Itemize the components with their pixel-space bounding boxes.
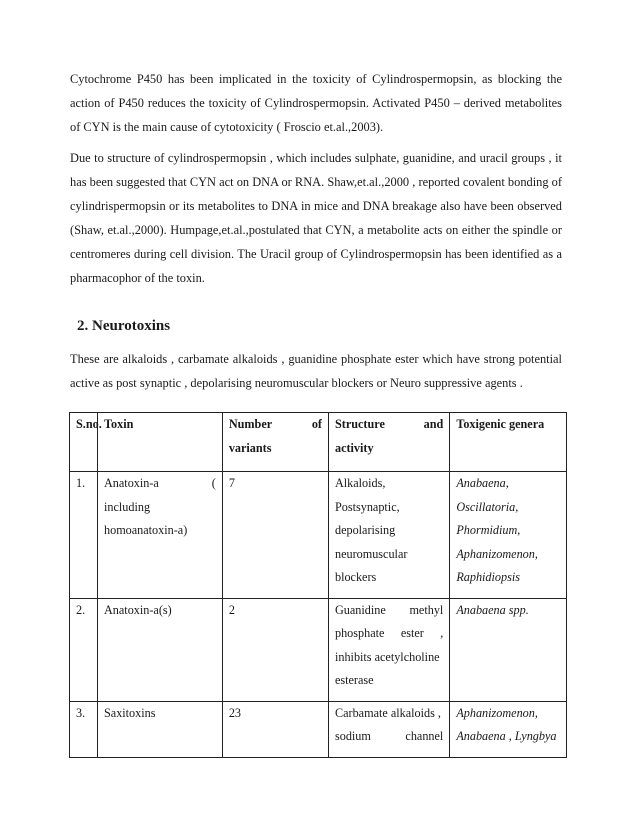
cell-genera <box>450 701 567 757</box>
genus-line: Aphanizomenon, <box>456 705 538 720</box>
genus-line: Raphidiopsis <box>456 570 520 584</box>
cell-variants: 2 <box>222 598 328 701</box>
genus-line: Anabaena , Lyngbya <box>456 729 557 743</box>
structure-line: inhibits acetylcholine <box>334 649 440 664</box>
header-sno: S.no. <box>70 413 98 472</box>
cell-toxin <box>98 598 223 701</box>
structure-line: depolarising <box>334 523 396 537</box>
cell-toxin <box>98 701 223 757</box>
header-genera: Toxigenic genera <box>450 413 567 472</box>
section-heading-neurotoxins: 2. Neurotoxins <box>77 318 171 334</box>
cell-structure <box>328 701 449 757</box>
structure-line: blockers <box>334 570 377 584</box>
structure-line: neuromuscular <box>334 546 408 561</box>
structure-line: Carbamate alkaloids , <box>334 705 441 720</box>
header-structure <box>328 413 449 472</box>
structure-word: sodium <box>334 729 371 743</box>
paragraph-structure: Due to structure of cylindrospermopsin , which includes sulphate, guanidine, and uracil groups , it has been suggested that CYN act on DNA or RNA. Shaw,et.al.,2000 , reported covalent bonding of cylindrispermopsin or its metabolites to DNA in mice and DNA breakage also have been observed (Shaw, et.al.,2000). Humpage,et.al.,postulated that CYN, a metabolite acts on either the spindle or centromeres during cell division. The Uracil group of Cylindrospermopsin has been identified as a pharmacophor of the toxin. <box>70 151 562 285</box>
cell-sno: 1. <box>70 472 98 599</box>
cell-structure <box>328 472 449 599</box>
genus-line: Oscillatoria, <box>456 499 519 514</box>
table-row <box>70 701 567 757</box>
genus-line: Phormidium, <box>456 523 521 537</box>
cell-genera <box>450 598 567 701</box>
neurotoxins-table <box>69 412 567 758</box>
cell-variants: 7 <box>222 472 328 599</box>
table-header-row <box>70 413 567 472</box>
header-variants-word3: variants <box>228 440 272 455</box>
structure-word: channel <box>405 729 444 743</box>
genus-line: Anabaena, <box>456 476 509 490</box>
structure-word: ester <box>400 626 424 640</box>
structure-word: methyl <box>409 602 444 617</box>
paragraph-neurotoxins-intro: These are alkaloids , carbamate alkaloids , guanidine phosphate ester which have strong potential active as post synaptic , depolarising neuromuscular blockers or Neuro suppressive agents . <box>70 352 562 390</box>
cell-genera <box>450 472 567 599</box>
structure-word: Guanidine <box>334 602 386 617</box>
header-structure-word2: and <box>423 417 444 431</box>
header-structure-word3: activity <box>334 440 374 455</box>
paragraph-cytochrome: Cytochrome P450 has been implicated in the toxicity of Cylindrospermopsin, as blocking the action of P450 reduces the toxicity of Cylindrospermopsin. Activated P450 – derived metabolites of CYN is the main cause of cytotoxicity ( Froscio et.al.,2003). <box>70 72 562 134</box>
structure-line: Postsynaptic, <box>334 499 400 514</box>
genus-line: Anabaena spp. <box>456 602 529 617</box>
toxin-line: homoanatoxin-a) <box>104 523 188 537</box>
toxin-paren: ( <box>211 476 216 490</box>
genus-line: Aphanizomenon, <box>456 546 538 561</box>
cell-sno: 2. <box>70 598 98 701</box>
table-row <box>70 598 567 701</box>
cell-sno: 3. <box>70 701 98 757</box>
cell-structure <box>328 598 449 701</box>
header-toxin: Toxin <box>98 413 223 472</box>
cell-toxin <box>98 472 223 599</box>
toxin-line: including <box>104 499 151 514</box>
header-variants-word1: Number <box>228 417 273 431</box>
structure-line: Alkaloids, <box>334 476 386 490</box>
toxin-line: Anatoxin-a <box>104 476 159 490</box>
structure-word: phosphate <box>334 626 385 640</box>
structure-word: , <box>440 626 444 640</box>
header-variants-word2: of <box>311 417 322 431</box>
cell-variants: 23 <box>222 701 328 757</box>
table-row <box>70 472 567 599</box>
toxin-line: Anatoxin-a(s) <box>104 602 172 617</box>
header-variants <box>222 413 328 472</box>
structure-line: esterase <box>334 673 374 687</box>
toxin-line: Saxitoxins <box>104 705 156 720</box>
header-structure-word1: Structure <box>334 417 385 431</box>
